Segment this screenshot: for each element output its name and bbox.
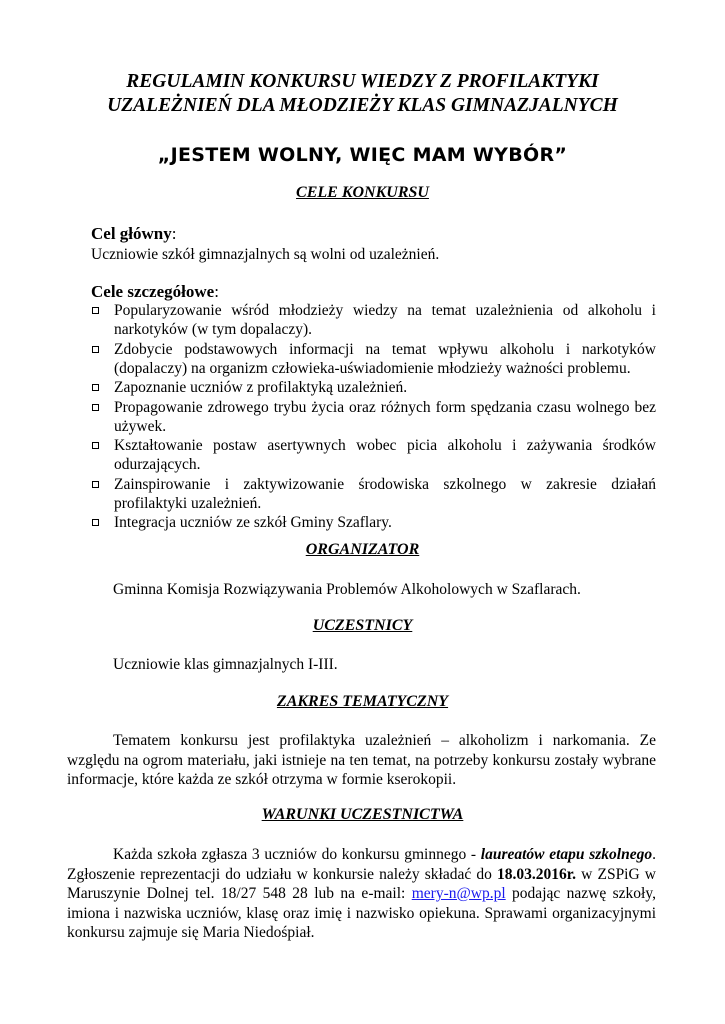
email-link[interactable]: mery-n@wp.pl [411, 885, 506, 902]
square-bullet-icon [92, 384, 99, 391]
laureates-emphasis: laureatów etapu szkolnego [480, 846, 653, 863]
section-heading-warunki: WARUNKI UCZESTNICTWA [261, 806, 464, 823]
detailed-goals-colon: : [214, 282, 219, 301]
square-bullet-icon [92, 519, 99, 526]
main-goal-text: Uczniowie szkół gimnazjalnych są wolni od uzależnień. [91, 246, 440, 263]
square-bullet-icon [92, 307, 99, 314]
goal-text: Propagowanie zdrowego trybu życia oraz różnych form spędzania czasu wolnego bez używek. [114, 398, 656, 435]
goal-text: Popularyzowanie wśród młodzieży wiedzy na temat uzależnienia od alkoholu i narkotyków (w tym dopalaczy). [114, 302, 656, 338]
detailed-goals-label-text: Cele szczegółowe [91, 282, 215, 301]
list-item [91, 475, 656, 513]
main-goal-label [91, 224, 176, 244]
document-title-line-2: UZALEŻNIEŃ DLA MŁODZIEŻY KLAS GIMNAZJALNYCH [107, 95, 618, 116]
list-item [91, 378, 656, 397]
list-item [91, 340, 656, 378]
section-heading-cele: CELE KONKURSU [296, 184, 429, 201]
deadline-date: 18.03.2016r. [496, 865, 577, 883]
scope-paragraph [67, 731, 656, 790]
document-title-line-1: REGULAMIN KONKURSU WIEDZY Z PROFILAKTYKI [126, 71, 599, 92]
goal-text: Kształtowanie postaw asertywnych wobec picia alkoholu i zażywania środków odurzających. [114, 437, 656, 473]
main-goal-colon: : [171, 224, 177, 243]
list-item [91, 398, 656, 436]
section-heading-organizator: ORGANIZATOR [305, 541, 420, 558]
participants-text: Uczniowie klas gimnazjalnych I-III. [113, 656, 338, 673]
conditions-text-1: Każda szkoła zgłasza 3 uczniów do konkursu gminnego - [113, 846, 481, 863]
contest-motto: „JESTEM WOLNY, WIĘC MAM WYBÓR” [157, 144, 568, 166]
conditions-text-3: w ZSPiG w Maruszynie Dolnej tel. 18/27 548 28 lub na e-mail: [67, 865, 656, 902]
conditions-text-2: . Zgłoszenie reprezentacji do udziału w konkursie należy składać do [67, 846, 656, 883]
list-item [91, 513, 656, 532]
main-goal-label-text: Cel główny [91, 224, 172, 243]
square-bullet-icon [92, 481, 99, 488]
conditions-text-4: podając nazwę szkoły, imiona i nazwiska uczniów, klasę oraz imię i nazwisko opiekuna. Sprawami organizacyjnymi konkursu zajmuje się Maria Niedośpiał. [67, 885, 656, 941]
detailed-goals-list [91, 301, 656, 533]
square-bullet-icon [92, 404, 99, 411]
section-heading-zakres: ZAKRES TEMATYCZNY [276, 693, 449, 710]
square-bullet-icon [92, 442, 99, 449]
detailed-goals-label [91, 282, 219, 302]
scope-text: Tematem konkursu jest profilaktyka uzależnień – alkoholizm i narkomania. Ze względu na ogrom materiału, jaki istnieje na ten temat, na potrzeby konkursu zostały wybrane informacje, które każda ze szkół otrzyma w formie kserokopii. [67, 732, 656, 788]
goal-text: Integracja uczniów ze szkół Gminy Szaflary. [114, 514, 392, 531]
section-heading-uczestnicy: UCZESTNICY [312, 617, 413, 634]
square-bullet-icon [92, 346, 99, 353]
goal-text: Zainspirowanie i zaktywizowanie środowiska szkolnego w zakresie działań profilaktyki uzależnień. [114, 475, 656, 512]
conditions-paragraph [67, 845, 656, 943]
list-item [91, 436, 656, 474]
list-item [91, 301, 656, 339]
organizer-text: Gminna Komisja Rozwiązywania Problemów Alkoholowych w Szaflarach. [113, 581, 581, 598]
goal-text: Zdobycie podstawowych informacji na temat wpływu alkoholu i narkotyków (dopalaczy) na organizm człowieka-uświadomienie młodzieży ważności problemu. [114, 340, 656, 377]
goal-text: Zapoznanie uczniów z profilaktyką uzależnień. [114, 379, 408, 396]
